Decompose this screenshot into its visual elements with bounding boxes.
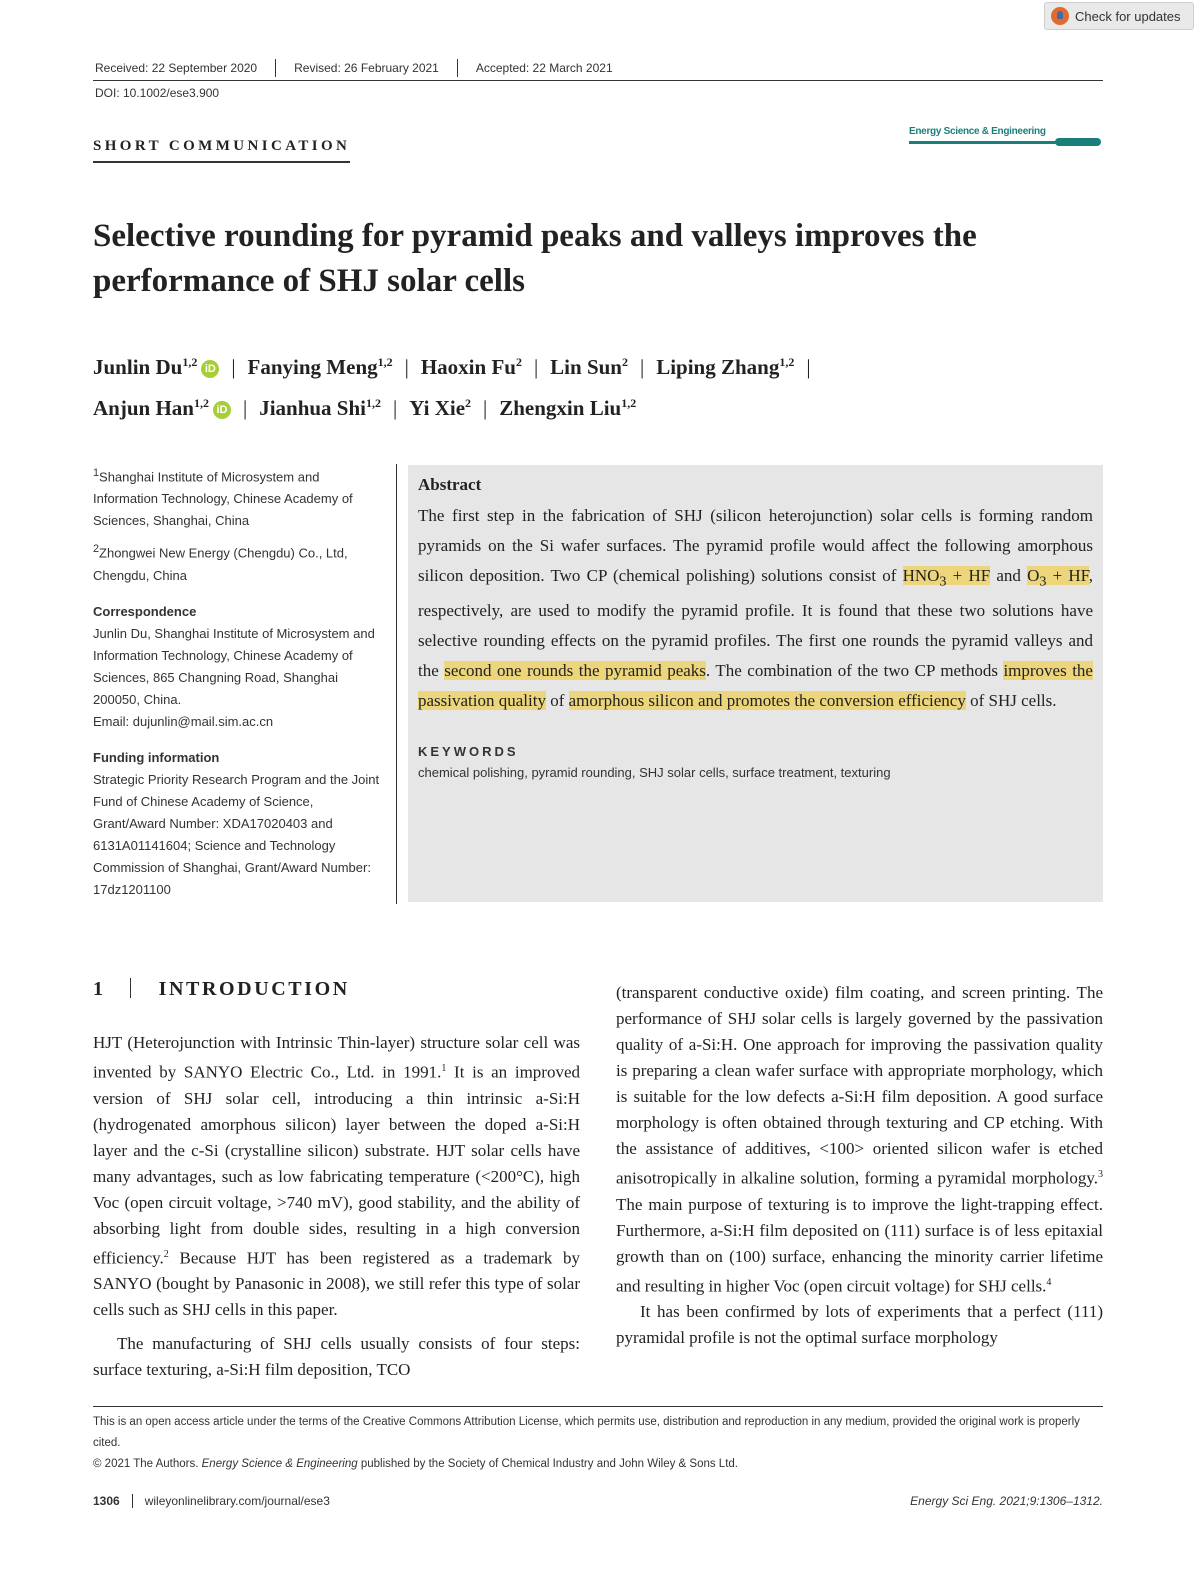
affiliation-1: $^1$Shanghai Institute of Microsystem and Information Technology, Chinese Academy of Sciences, Shanghai, China — [93, 467, 353, 529]
author[interactable]: Junlin Du$^{1,2}$ iD — [93, 355, 219, 379]
open-access-badge — [1055, 138, 1101, 146]
section-label: SHORT COMMUNICATION — [93, 138, 350, 163]
crossmark-icon — [1051, 7, 1069, 25]
abstract-text: The first step in the fabrication of SHJ (silicon heterojunction) solar cells is forming random pyramids on the Si wafer surfaces. The pyramid profile would affect the following amorphous silicon deposition. Two CP (chemical polishing) solutions consist of $HNO_3$ + HF and $O_3$ + HF, respectively, are used to modify the pyramid profile. It is found that these two solutions have selective rounding effects on the pyramid profiles. The first one rounds the pyramid valleys and the second one rounds the pyramid peaks. The combination of the two CP methods improves the passivation quality of amorphous silicon and promotes the conversion efficiency of SHJ cells. — [418, 506, 1093, 711]
license-text: This is an open access article under the terms of the Creative Commons Attribution License, which permits use, distribution and reproduction in any medium, provided the original work is properly cited. — [93, 1416, 1080, 1449]
page-footer — [93, 1494, 1103, 1508]
reference-link[interactable]: 1 — [441, 1063, 447, 1074]
abstract-heading: Abstract — [418, 475, 482, 494]
received-date: Received: 22 September 2020 — [93, 59, 276, 77]
article-history — [93, 56, 1103, 81]
affiliation-2: $^2$Zhongwei New Energy (Chengdu) Co., Ltd, Chengdu, China — [93, 543, 348, 583]
body-column-left — [93, 1030, 580, 1383]
journal-url[interactable]: wileyonlinelibrary.com/journal/ese3 — [144, 1494, 330, 1508]
doi[interactable]: DOI: 10.1002/ese3.900 — [95, 86, 220, 100]
copyright-text: © 2021 The Authors. Energy Science & Engineering published by the Society of Chemical Industry and John Wiley & Sons Ltd. — [93, 1458, 738, 1470]
author-list: Junlin Du$^{1,2}$ iD | Fanying Meng$^{1,2}$ | Haoxin Fu$^2$ | Lin Sun$^2$ | Liping Zhang$^{1,2}$ | Anjun Han$^{1,2}$ iD | Jianhua Shi$^{1,2}$ | Yi Xie$^2$ | Zhengxin Liu$^{1,2}$ — [93, 355, 811, 420]
highlight[interactable]: $O_3$ + HF — [1027, 566, 1089, 590]
abstract-box — [408, 465, 1103, 902]
paragraph: (transparent conductive oxide) film coating, and screen printing. The performance of SHJ solar cells is largely governed by the passivation quality of a-Si:H. One approach for improving the passivation quality is preparing a clean wafer surface with appropriate morphology, which is suitable for the low defects a-Si:H film deposition. A good surface morphology is often obtained through texturing and CP etching. With the assistance of additives, <100> oriented silicon wafer is etched anisotropically in alkaline solution, forming a pyramidal morphology.$^3$ The main purpose of texturing is to improve the light-trapping effect. Furthermore, a-Si:H film deposited on (111) surface is of less epitaxial growth than on (100) surface, enhancing the minority carrier lifetime and resulting in higher Voc (open circuit voltage) for SHJ cells.$^4$ — [616, 983, 1103, 1296]
author[interactable]: Zhengxin Liu$^{1,2}$ — [499, 396, 637, 420]
revised-date: Revised: 26 February 2021 — [276, 59, 458, 77]
reference-link[interactable]: 2 — [163, 1248, 169, 1260]
orcid-icon[interactable]: iD — [201, 360, 219, 378]
footer-rule — [93, 1406, 1103, 1407]
highlight[interactable]: improves the passivation quality — [418, 661, 1093, 711]
accepted-date: Accepted: 22 March 2021 — [475, 61, 613, 75]
author[interactable]: Yi Xie$^2$ — [409, 396, 472, 420]
highlight[interactable]: $HNO_3$ + HF — [902, 566, 991, 590]
paragraph: HJT (Heterojunction with Intrinsic Thin-layer) structure solar cell was invented by SANYO Electric Co., Ltd. in 1991.$^1$ It is an improved version of SHJ solar cell, introducing a thin intrinsic a-Si:H (hydrogenated amorphous silicon) layer between the doped a-Si:H layer and the c-Si (crystalline silicon) substrate. HJT solar cells have many advantages, such as low fabricating temperature (<200°C), high Voc (open circuit voltage, >740 mV), good stability, and the ability of absorbing light from double sides, resulting in a high conversion efficiency.$^2$ Because HJT has been registered as a trademark by SANYO (bought by Panasonic in 2008), we still refer this type of solar cells such as SHJ cells in this paper. — [93, 1033, 581, 1320]
section-number: 1 — [93, 978, 106, 1000]
paragraph: It has been confirmed by lots of experiments that a perfect (111) pyramidal profile is not the optimal surface morphology — [616, 1302, 1103, 1348]
correspondence-text: Junlin Du, Shanghai Institute of Microsystem and Information Technology, Chinese Academy of Sciences, 865 Changning Road, Shanghai 200050, China. — [93, 625, 375, 707]
journal-logo — [909, 126, 1101, 150]
journal-logo-text: Energy Science & Engineering — [909, 126, 1046, 137]
correspondence-email[interactable]: Email: dujunlin@mail.sim.ac.cn — [93, 713, 274, 729]
correspondence-heading: Correspondence — [93, 603, 197, 619]
section-heading — [93, 978, 350, 1001]
author[interactable]: Jianhua Shi$^{1,2}$ — [259, 396, 382, 420]
author[interactable]: Haoxin Fu$^2$ — [420, 355, 522, 379]
author[interactable]: Lin Sun$^2$ — [550, 355, 628, 379]
highlight[interactable]: second one rounds the pyramid peaks — [444, 661, 706, 681]
section-title: INTRODUCTION — [158, 978, 350, 1000]
article-title: Selective rounding for pyramid peaks and valleys improves the performance of SHJ solar cells — [93, 218, 977, 299]
reference-link[interactable]: 4 — [1046, 1276, 1052, 1288]
license-notice — [93, 1412, 1103, 1475]
check-for-updates-label: Check for updates — [1075, 8, 1181, 24]
paragraph: The manufacturing of SHJ cells usually consists of four steps: surface texturing, a-Si:H film deposition, TCO — [93, 1334, 580, 1380]
author[interactable]: Fanying Meng$^{1,2}$ — [247, 355, 393, 379]
author[interactable]: Liping Zhang$^{1,2}$ — [656, 355, 795, 379]
reference-link[interactable]: 3 — [1098, 1169, 1103, 1180]
body-column-right — [616, 980, 1103, 1351]
article-info — [93, 462, 385, 901]
keywords-list: chemical polishing, pyramid rounding, SHJ solar cells, surface treatment, texturing — [418, 765, 891, 781]
citation: Energy Sci Eng. 2021;9:1306–1312. — [910, 1494, 1103, 1508]
highlight[interactable]: amorphous silicon and promotes the conversion efficiency — [568, 691, 966, 711]
author[interactable]: Anjun Han$^{1,2}$ iD — [93, 396, 231, 420]
page-number: 1306 — [93, 1494, 133, 1508]
column-divider — [396, 464, 397, 904]
orcid-icon[interactable]: iD — [213, 401, 231, 419]
funding-text: Strategic Priority Research Program and the Joint Fund of Chinese Academy of Science, Grant/Award Number: XDA17020403 and 6131A01141604; Science and Technology Commission of Shanghai, Grant/Award Number: 17dz1201100 — [93, 771, 380, 897]
funding-heading: Funding information — [93, 749, 220, 765]
keywords-heading: KEYWORDS — [418, 744, 519, 760]
check-for-updates-button[interactable] — [1044, 2, 1194, 30]
